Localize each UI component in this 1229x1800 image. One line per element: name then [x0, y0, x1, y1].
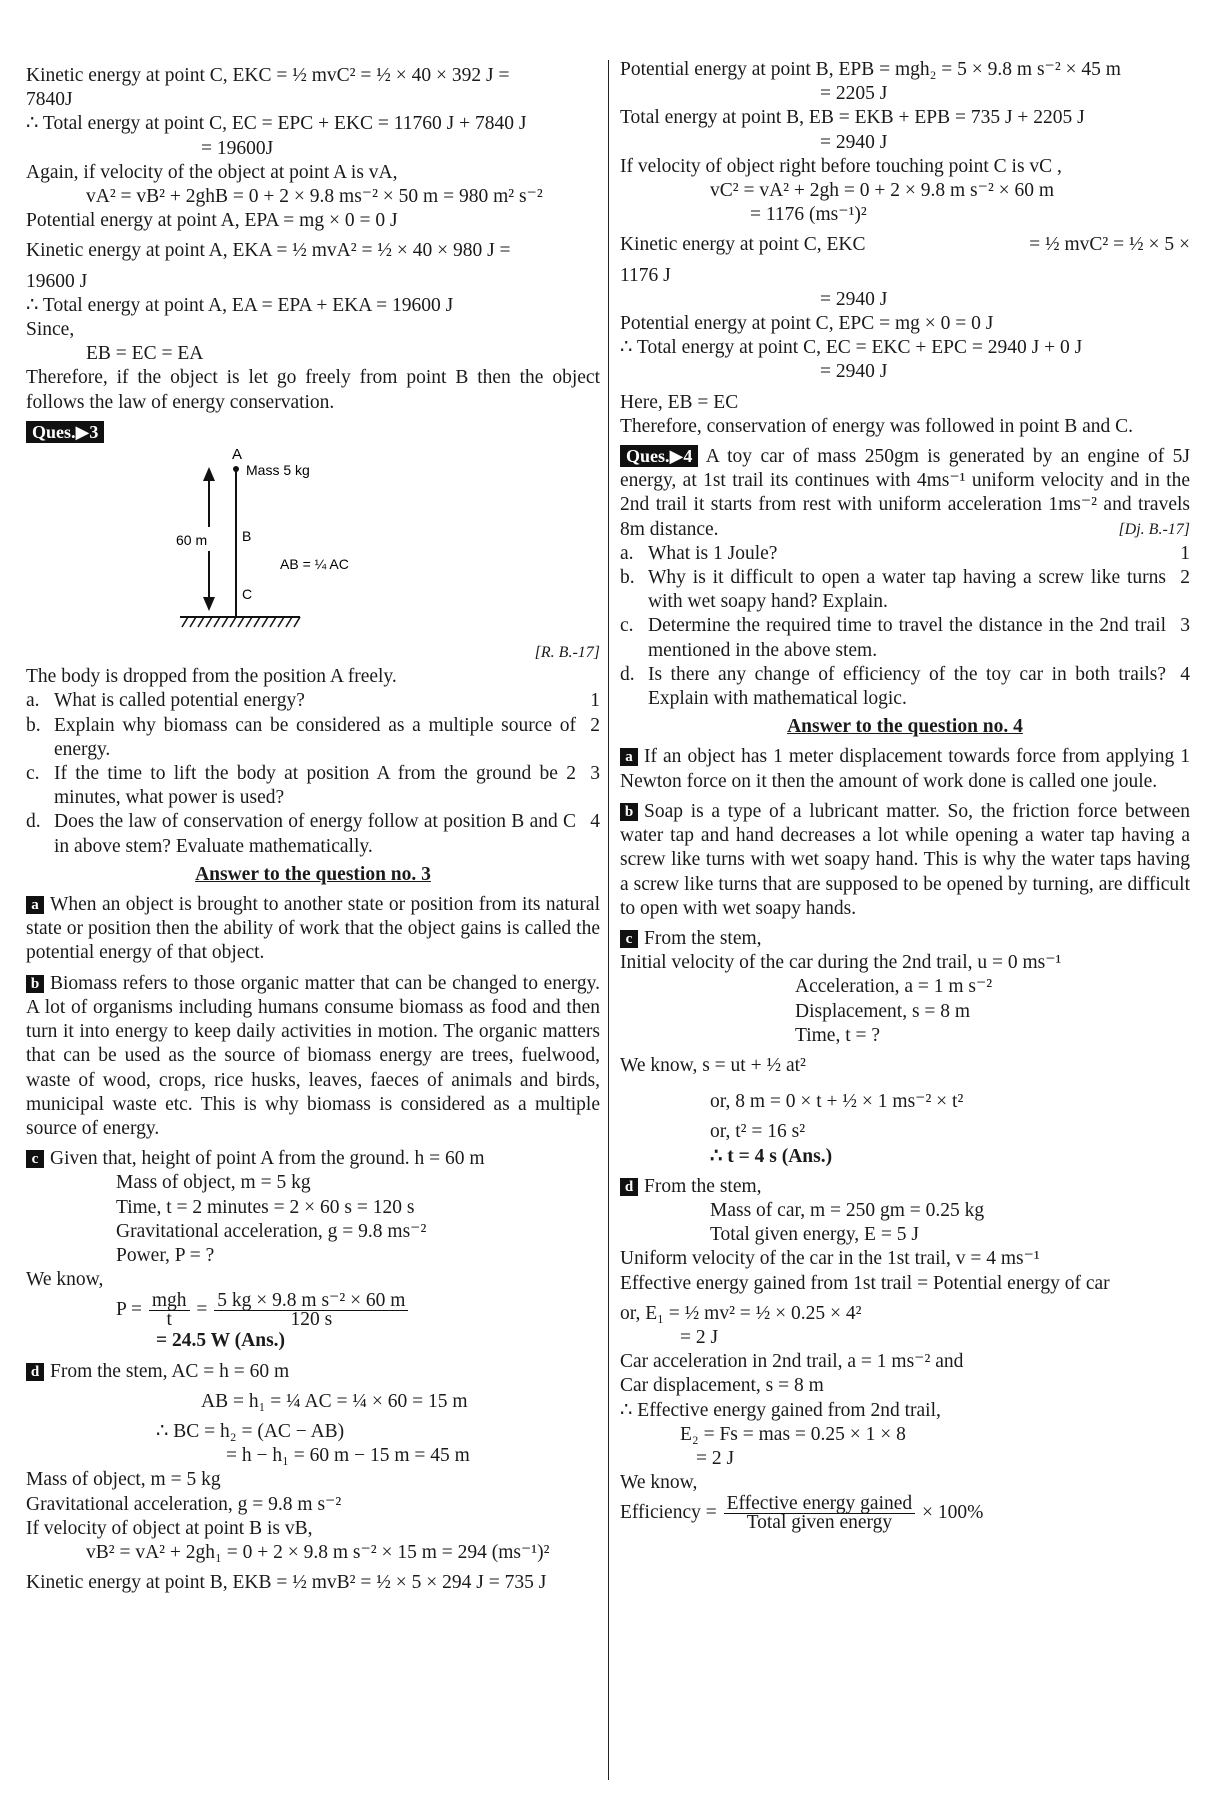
answer-4a — [620, 745, 1190, 793]
height-label: 60 m — [176, 532, 208, 549]
epb-line: Potential energy at point B, EPB = mgh₂ = 5 × 9.8 m s⁻² × 45 m — [620, 59, 1121, 80]
label-c: C — [242, 586, 253, 603]
power-result: = 24.5 W (Ans.) — [156, 1330, 286, 1352]
q3b-label: b. — [26, 714, 41, 736]
ans-3c-g: Gravitational acceleration, g = 9.8 ms⁻² — [116, 1220, 427, 1242]
q4c-marks: 3 — [1180, 615, 1190, 637]
ans-3d-g: Gravitational acceleration, g = 9.8 m s⁻² — [26, 1493, 342, 1515]
ques-3-c — [26, 762, 600, 810]
ans-4d-acc: Car acceleration in 2nd trail, a = 1 ms⁻² and — [620, 1351, 964, 1373]
q4a-label: a. — [620, 542, 634, 564]
answer-3-heading: Answer to the question no. 3 — [195, 863, 431, 885]
ans-4d-e1-intro: Effective energy gained from 1st trail = Potential energy of car — [620, 1272, 1110, 1294]
vc-eq: vC² = vA² + 2gh = 0 + 2 × 9.8 m s⁻² × 60 m — [710, 180, 1055, 202]
q3b-marks: 2 — [590, 714, 600, 736]
power-frac-2 — [214, 1292, 408, 1329]
ques-3-d — [26, 810, 600, 858]
eff-mult: × 100% — [922, 1502, 984, 1524]
drop-diagram — [176, 445, 416, 641]
ec-result: = 2940 J — [820, 361, 888, 383]
label-b: B — [242, 528, 252, 545]
power-num: mgh — [149, 1292, 190, 1311]
eff-num: Effective energy gained — [724, 1495, 916, 1514]
answer-4d — [620, 1175, 1190, 1199]
q3c-marks: 3 — [590, 763, 600, 785]
epa-line: Potential energy at point A, EPA = mg × 0 = 0 J — [26, 210, 398, 232]
ans-4d-energy: Total given energy, E = 5 J — [710, 1224, 919, 1246]
ques-4-c — [620, 614, 1190, 662]
ques-4-b — [620, 566, 1190, 614]
q3d-label: d. — [26, 811, 41, 833]
ques-4-stem — [620, 445, 1190, 542]
power-p: P = — [116, 1299, 142, 1321]
ec-total: ∴ Total energy at point C, EC = EKC + EPC = 2940 J + 0 J — [620, 337, 1083, 359]
ans-4c-u: Initial velocity of the car during the 2nd trail, u = 0 ms⁻¹ — [620, 952, 1062, 974]
up-arrow-head — [203, 467, 215, 481]
answer-4c — [620, 927, 1190, 951]
va-intro: Again, if velocity of the object at point A is vA, — [26, 161, 398, 183]
answer-3d — [26, 1360, 600, 1384]
q4a-text: What is 1 Joule? — [648, 542, 778, 564]
eff-label: Efficiency = — [620, 1502, 717, 1524]
q3c-text: If the time to lift the body at position A from the ground be 2 minutes, what power is used? — [54, 763, 576, 809]
ans-3d-vb-eq: vB² = vA² + 2gh₁ = 0 + 2 × 9.8 m s⁻² × 15 m = 294 (ms⁻¹)² — [86, 1541, 550, 1563]
ans-4c-a: Acceleration, a = 1 m s⁻² — [795, 976, 993, 998]
ans-4d-e2-result: = 2 J — [696, 1447, 735, 1469]
ekc-line: Kinetic energy at point C, EKC = ½ mvC² = ½ × 40 × 392 J = — [26, 65, 510, 86]
ques-4-d — [620, 663, 1190, 711]
ques-3-tag: Ques.▶3 — [26, 421, 104, 443]
ans-4b-text: Soap is a type of a lubricant matter. So, the friction force between water tap and hand decreases a lot while opening a water tap having a screw like turns with wet soapy hand. This is why the water taps having a screw like turns that are supposed to be opened by turning, are difficult to open with wet soapy hands. — [620, 800, 1190, 919]
ans-3c-time: Time, t = 2 minutes = 2 × 60 s = 120 s — [116, 1196, 415, 1218]
down-arrow-head — [203, 597, 215, 611]
eb-result: = 2940 J — [820, 131, 888, 153]
ground-hatch — [182, 617, 300, 627]
ea-total: ∴ Total energy at point A, EA = EPA + EKA = 19600 J — [26, 294, 454, 316]
column-divider — [608, 60, 609, 1780]
va-equation: vA² = vB² + 2ghB = 0 + 2 × 9.8 ms⁻² × 50 m = 980 m² s⁻² — [86, 186, 543, 208]
power-formula — [26, 1292, 600, 1329]
ques-4-tag: Ques.▶4 — [620, 445, 698, 467]
ques-4-stem-text: A toy car of mass 250gm is generated by an engine of 5J energy, at 1st trail its continues with 4ms⁻¹ uniform velocity and in the 2nd trail it starts from rest with uniform acceleration 1ms⁻² and travels 8m distance. — [620, 446, 1190, 540]
conclusion-q2: Therefore, if the object is let go freely from point B then the object follows the law of energy conservation. — [26, 367, 600, 413]
ans-3d-ab: AB = h₁ = ¼ AC = ¼ × 60 = 15 m — [201, 1390, 468, 1412]
ec-total: ∴ Total energy at point C, EC = EPC + EKC = 11760 J + 7840 J — [26, 113, 527, 135]
ans-3b-text: Biomass refers to those organic matter that can be changed to energy. A lot of organisms including humans consume biomass as food and then turn it into energy to keep daily activities in motion. The organic matters that can be used as the source of biomass energy are trees, fuelwood, waste of wood, crops, rice husks, leaves, faeces of animals and birds, municipal waste etc. This is why biomass is considered as a multiple source of energy. — [26, 972, 600, 1139]
ans-3d-mass: Mass of object, m = 5 kg — [26, 1469, 221, 1491]
q3c-label: c. — [26, 763, 40, 785]
epc-line: Potential energy at point C, EPC = mg × 0 = 0 J — [620, 313, 994, 335]
ans-4b-label: b — [620, 803, 638, 821]
ans-4d-mass: Mass of car, m = 250 gm = 0.25 kg — [710, 1199, 985, 1221]
ekc-label: Kinetic energy at point C, EKC — [620, 234, 866, 256]
eka-line: Kinetic energy at point A, EKA = ½ mvA² = ½ × 40 × 980 J = — [26, 240, 511, 262]
power-den-2: 120 s — [290, 1309, 333, 1331]
ans-4d-disp: Car displacement, s = 8 m — [620, 1375, 824, 1397]
eka-result: 19600 J — [26, 270, 88, 292]
ans-3b-label: b — [26, 975, 44, 993]
energy-equality: EB = EC = EA — [86, 343, 204, 365]
power-num-2: 5 kg × 9.8 m s⁻² × 60 m — [214, 1292, 408, 1311]
q4d-label: d. — [620, 663, 635, 685]
ekc-row — [620, 233, 1190, 257]
ans-4d-from: From the stem, — [644, 1175, 762, 1197]
ans-4a-label: a — [620, 748, 638, 766]
answer-3c — [26, 1147, 600, 1171]
q4b-text: Why is it difficult to open a water tap having a screw like turns with wet soapy hand? Explain. — [648, 567, 1166, 613]
ans-3c-label: c — [26, 1150, 44, 1168]
ans-4c-formula: We know, s = ut + ½ at² — [620, 1054, 806, 1076]
spacer — [620, 1078, 1190, 1090]
eff-den: Total given energy — [746, 1512, 893, 1534]
power-den: t — [166, 1309, 172, 1331]
q3a-label: a. — [26, 690, 40, 712]
epb-result: = 2205 J — [820, 83, 888, 105]
ans-4c-from: From the stem, — [644, 927, 762, 949]
ans-3d-ekb: Kinetic energy at point B, EKB = ½ mvB² = ½ × 5 × 294 J = 735 J — [26, 1572, 547, 1594]
eff-frac — [724, 1495, 916, 1532]
conclusion-q3: Therefore, conservation of energy was followed in point B and C. — [620, 415, 1133, 437]
right-column — [620, 58, 1190, 1532]
ans-4c-label: c — [620, 930, 638, 948]
label-a: A — [232, 446, 243, 464]
ekc-result: = 2940 J — [820, 288, 888, 310]
here-line: Here, EB = EC — [620, 391, 739, 413]
ques-4-source: [Dj. B.-17] — [1118, 520, 1190, 538]
ans-4d-e2-intro: ∴ Effective energy gained from 2nd trail, — [620, 1399, 941, 1421]
ans-4d-label: d — [620, 1178, 638, 1196]
eb-total: Total energy at point B, EB = EKB + EPB = 735 J + 2205 J — [620, 107, 1085, 129]
ans-3a-text: When an object is brought to another state or position from its natural state or position then the ability of work that the object gains is called the potential energy of that object. — [26, 894, 600, 964]
q4c-label: c. — [620, 615, 634, 637]
ans-3d-ac: From the stem, AC = h = 60 m — [50, 1360, 290, 1382]
ans-3c-given: Given that, height of point A from the ground. h = 60 m — [50, 1148, 485, 1170]
efficiency-formula — [620, 1495, 1190, 1532]
ans-4c-t: Time, t = ? — [795, 1024, 881, 1046]
ques-3-source: [R. B.-17] — [534, 644, 600, 662]
q4b-marks: 2 — [1180, 567, 1190, 589]
ekc-cont: 1176 J — [620, 264, 671, 286]
ec-total-result: = 19600J — [201, 137, 274, 159]
ans-4c-s: Displacement, s = 8 m — [795, 1000, 971, 1022]
drop-diagram-svg — [176, 445, 416, 641]
mass-label: Mass 5 kg — [246, 462, 310, 479]
q4d-marks: 4 — [1180, 663, 1190, 685]
answer-3a — [26, 893, 600, 966]
q4b-label: b. — [620, 567, 635, 589]
ques-3-b — [26, 714, 600, 762]
q4d-text: Is there any change of efficiency of the toy car in both trails? Explain with mathematical logic. — [648, 663, 1166, 710]
answer-4-heading: Answer to the question no. 4 — [787, 716, 1023, 738]
vc-intro: If velocity of object right before touching point C is vC , — [620, 155, 1062, 177]
relation-label: AB = ¼ AC — [280, 556, 349, 573]
answer-4b — [620, 800, 1190, 921]
ans-4d-e1-result: = 2 J — [680, 1326, 719, 1348]
ans-4c-or1: or, 8 m = 0 × t + ½ × 1 ms⁻² × t² — [710, 1091, 964, 1113]
ans-3d-bc1: ∴ BC = h₂ = (AC − AB) — [156, 1420, 345, 1442]
q3d-text: Does the law of conservation of energy follow at position B and C in above stem? Evaluate mathematically. — [54, 811, 576, 857]
ques-3-a — [26, 689, 600, 713]
left-column — [26, 64, 600, 1595]
ans-4d-we-know: We know, — [620, 1472, 698, 1494]
q3a-text: What is called potential energy? — [54, 690, 305, 712]
ans-3d-label: d — [26, 1363, 44, 1381]
power-equals: = — [196, 1299, 208, 1321]
ans-3d-vb-intro: If velocity of object at point B is vB, — [26, 1517, 313, 1539]
ans-3c-we-know: We know, — [26, 1269, 104, 1291]
ekc-eq: = ½ mvC² = ½ × 5 × — [1029, 234, 1190, 256]
q3d-marks: 4 — [590, 811, 600, 833]
ans-3d-bc2: = h − h₁ = 60 m − 15 m = 45 m — [226, 1445, 470, 1467]
since-label: Since, — [26, 319, 75, 341]
ans-4c-or2: or, t² = 16 s² — [710, 1121, 806, 1143]
ans-4a-text: If an object has 1 meter displacement towards force from applying 1 Newton force on it then the amount of work done is called one joule. — [620, 746, 1190, 792]
point-a-marker — [233, 466, 239, 472]
ans-3c-power: Power, P = ? — [116, 1244, 215, 1266]
ans-4d-v: Uniform velocity of the car in the 1st trail, v = 4 ms⁻¹ — [620, 1248, 1040, 1270]
q4c-text: Determine the required time to travel the distance in the 2nd trail mentioned in the above stem. — [648, 615, 1166, 661]
answer-3b — [26, 972, 600, 1141]
ans-4d-e1: or, E₁ = ½ mv² = ½ × 0.25 × 4² — [620, 1302, 862, 1324]
q4a-marks: 1 — [1180, 542, 1190, 564]
ans-4d-e2: E₂ = Fs = mas = 0.25 × 1 × 8 — [680, 1423, 906, 1445]
ans-3c-mass: Mass of object, m = 5 kg — [116, 1172, 311, 1194]
q3b-text: Explain why biomass can be considered as a multiple source of energy. — [54, 714, 576, 760]
ans-3a-label: a — [26, 896, 44, 914]
ques-3-stem: The body is dropped from the position A freely. — [26, 666, 397, 688]
power-frac-1 — [149, 1292, 190, 1329]
vc-result: = 1176 (ms⁻¹)² — [750, 204, 867, 226]
q3a-marks: 1 — [590, 690, 600, 712]
ans-4c-result: ∴ t = 4 s (Ans.) — [710, 1145, 833, 1167]
ekc-result: 7840J — [26, 89, 73, 111]
ques-4-a — [620, 542, 1190, 566]
